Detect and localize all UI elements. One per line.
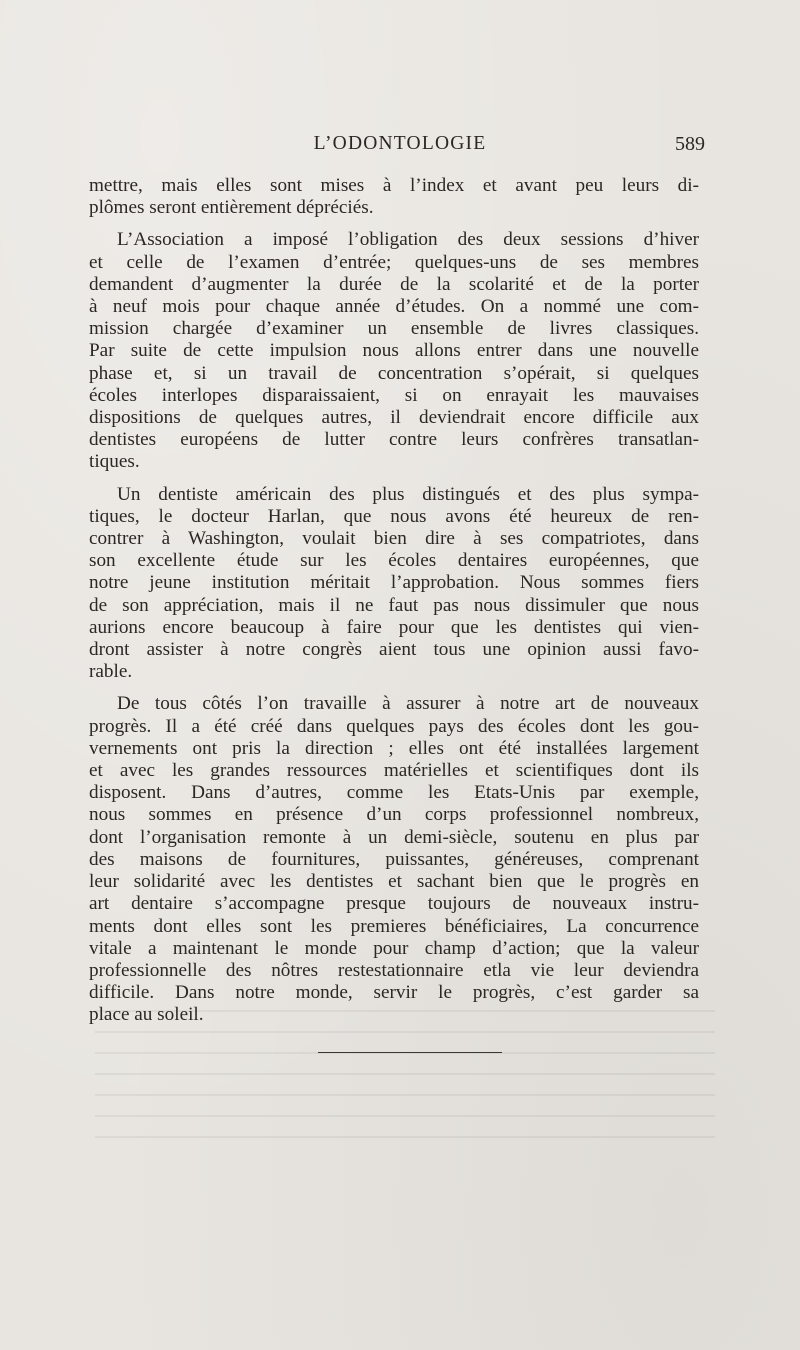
page-number: 589 [675,133,705,155]
text-line: à neuf mois pour chaque année d’études. On a nommé une com- [89,296,699,318]
text-line: dont l’organisation remonte à un demi-siècle, soutenu en plus par [89,826,699,848]
text-line: des maisons de fournitures, puissantes, généreuses, comprenant [89,848,699,870]
text-line: ments dont elles sont les premieres bénéficiaires, La concurrence [89,915,699,937]
text-line: De tous côtés l’on travaille à assurer à notre art de nouveaux [117,693,699,715]
text-line: et celle de l’examen d’entrée; quelques-uns de ses membres [89,251,699,273]
paragraph [89,693,699,1026]
journal-title: L’ODONTOLOGIE [313,133,487,154]
reverse-side-bleed [95,1010,715,1150]
text-line: dront assister à notre congrès aient tous une opinion aussi favo- [89,639,699,661]
text-line: Un dentiste américain des plus distingués et des plus sympa- [117,483,699,505]
end-rule [318,1052,502,1053]
running-head [0,133,800,163]
text-line: écoles interlopes disparaissaient, si on enrayait les mauvaises [89,384,699,406]
text-line: vitale a maintenant le monde pour champ d’action; que la valeur [89,937,699,959]
text-line: plômes seront entièrement dépréciés. [89,197,374,219]
text-line: leur solidarité avec les dentistes et sachant bien que le progrès en [89,871,699,893]
paragraph [89,484,699,684]
text-line: professionnelle des nôtres restestationnaire etla vie leur deviendra [89,959,699,981]
text-line: Par suite de cette impulsion nous allons entrer dans une nouvelle [89,340,699,362]
text-line: de son appréciation, mais il ne faut pas nous dissimuler que nous [89,594,699,616]
text-line: tiques, le docteur Harlan, que nous avons été heureux de ren- [89,505,699,527]
body-text [89,175,699,1037]
text-line: mission chargée d’examiner un ensemble de livres classiques. [89,318,699,340]
text-line: dentistes européens de lutter contre leurs confrères transatlan- [89,429,699,451]
text-line: phase et, si un travail de concentration s’opérait, si quelques [89,362,699,384]
text-line: son excellente étude sur les écoles dentaires européennes, que [89,550,699,572]
text-line: vernements ont pris la direction ; elles ont été installées largement [89,737,699,759]
text-line: L’Association a imposé l’obligation des deux sessions d’hiver [117,229,699,251]
paragraph [89,229,699,473]
text-line: nous sommes en présence d’un corps professionnel nombreux, [89,804,699,826]
text-line: art dentaire s’accompagne presque toujours de nouveaux instru- [89,893,699,915]
text-line: place au soleil. [89,1004,204,1026]
text-line: tiques. [89,451,140,473]
paragraph [89,175,699,219]
text-line: dispositions de quelques autres, il deviendrait encore difficile aux [89,407,699,429]
text-line: et avec les grandes ressources matérielles et scientifiques dont ils [89,760,699,782]
text-line: aurions encore beaucoup à faire pour que les dentistes qui vien- [89,616,699,638]
text-line: notre jeune institution méritait l’approbation. Nous sommes fiers [89,572,699,594]
text-line: progrès. Il a été créé dans quelques pays des écoles dont les gou- [89,715,699,737]
text-line: contrer à Washington, voulait bien dire à ses compatriotes, dans [89,528,699,550]
text-line: rable. [89,661,133,683]
text-line: mettre, mais elles sont mises à l’index et avant peu leurs di- [89,175,699,196]
text-line: difficile. Dans notre monde, servir le progrès, c’est garder sa [89,982,699,1004]
text-line: disposent. Dans d’autres, comme les Etats-Unis par exemple, [89,782,699,804]
text-line: demandent d’augmenter la durée de la scolarité et de la porter [89,273,699,295]
